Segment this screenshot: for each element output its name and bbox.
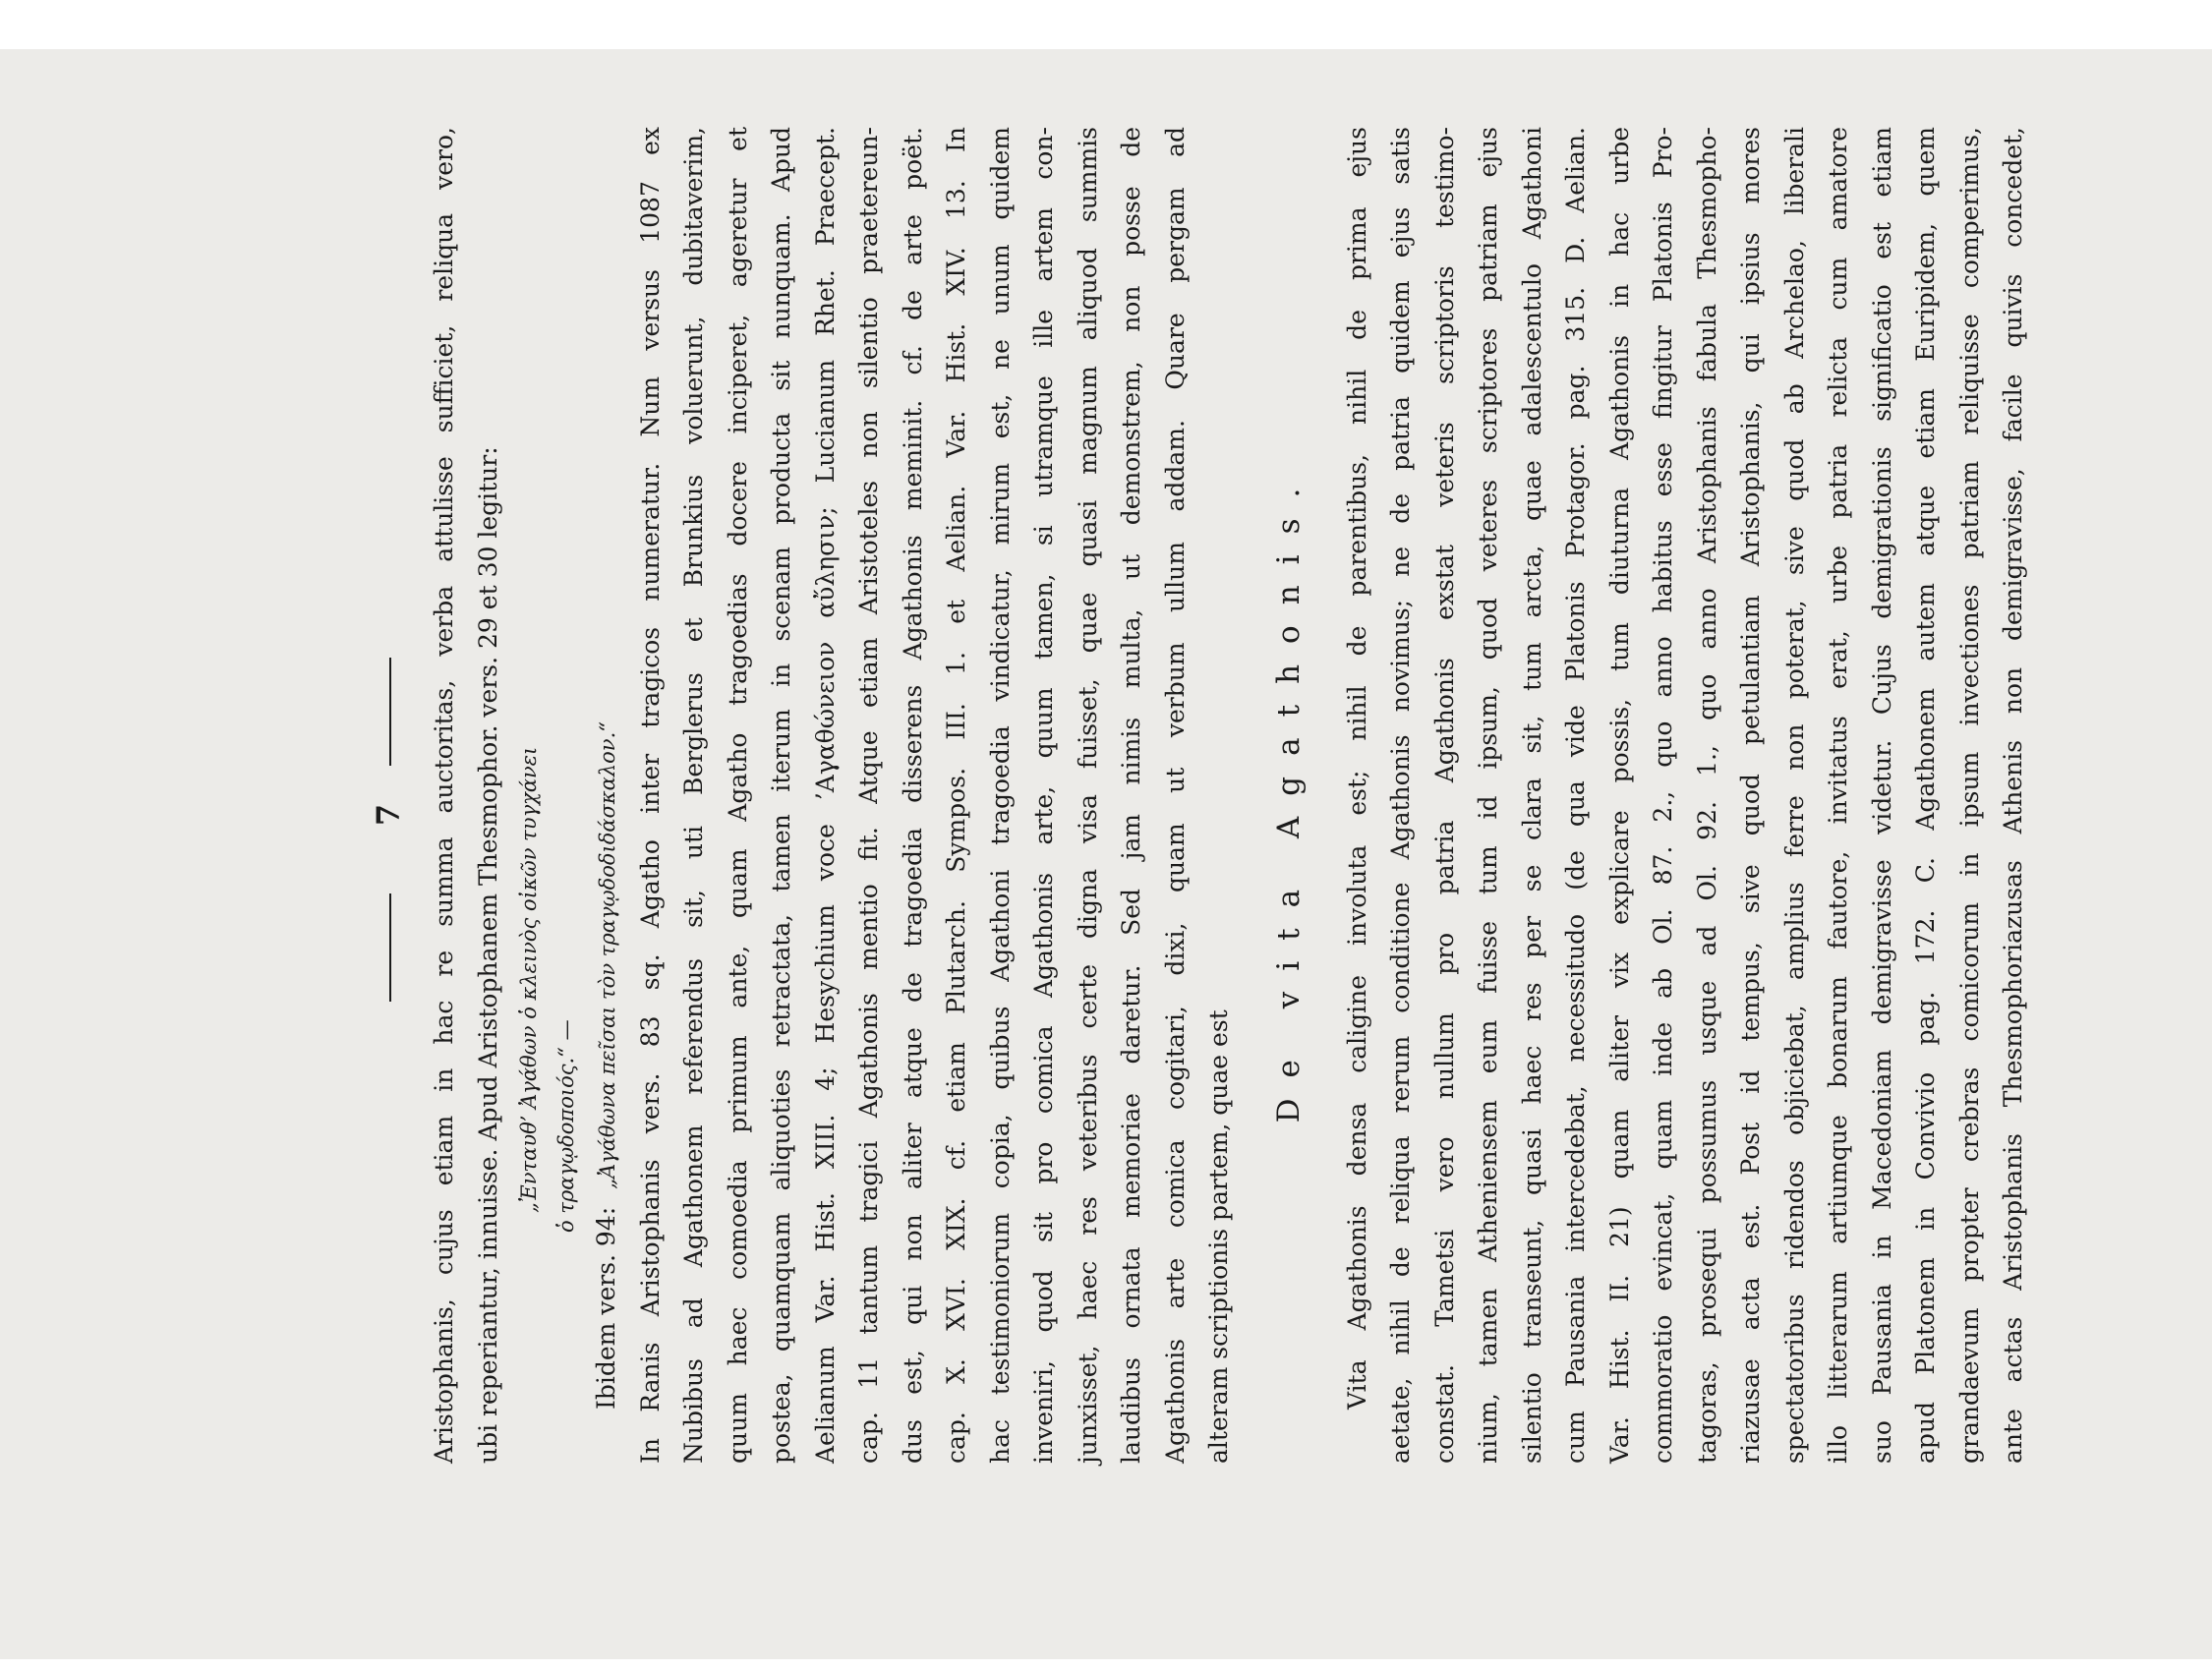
- text-line: apud Platonem in Convivio pag. 172. C. Agathonem autem atque etiam Euripidem, quem: [1911, 127, 1940, 1464]
- page-number-header: [369, 127, 408, 1464]
- text-line: ante actas Aristophanis Thesmophoriazusas Athenis non demigravisse, facile quivis concedet,: [1999, 127, 2027, 1464]
- text-line: inveniri, quod sit pro comica Agathonis arte, quum tamen, si utramque ille artem con-: [1029, 127, 1058, 1464]
- greek-quotation: „Ἐνταυθ’ Ἀγάθων ὁ κλεινὸς οἰκῶν τυγχάνει: [517, 746, 541, 1213]
- text-line: postea, quamquam aliquoties retractata, tamen iterum in scenam producta sit nunquam. Apud: [767, 127, 795, 1464]
- folio-rule-right: [389, 658, 391, 766]
- text-line: aetate, nihil de reliqua rerum conditione Agathonis novimus; ne de patria quidem ejus satis: [1386, 127, 1415, 1464]
- rotated-book-page: [143, 127, 2069, 1670]
- ibidem-reference: Ibidem vers. 94:: [592, 1206, 620, 1410]
- text-line: grandaevum propter crebras comicorum in ipsum invectiones patriam reliquisse comperimus,: [1954, 127, 1984, 1464]
- text-line: junxisset, haec res veteribus certe digna visa fuisset, quae quasi magnum aliquod summis: [1073, 127, 1102, 1464]
- text-line: constat. Tametsi vero nullum pro patria Agathonis exstat veteris scriptoris testimo-: [1429, 127, 1459, 1464]
- body-text: [423, 127, 2036, 1464]
- text-line: cap. X. XVI. XIX. cf. etiam Plutarch. Sympos. III. 1. et Aelian. Var. Hist. XIV. 13. In: [942, 127, 970, 1464]
- folio-rule-left: [389, 893, 391, 1002]
- text-line: ubi reperiantur, innuisse. Apud Aristophanem Thesmophor. vers. 29 et 30 legitur:: [473, 446, 502, 1464]
- text-line: Aristophanis, cujus etiam in hac re summa auctoritas, verba attulisse sufficiet, reliqua vero,: [430, 127, 458, 1464]
- text-line: cum Pausania intercedebat, necessitudo (de qua vide Platonis Protagor. pag. 315. D. Aelian.: [1561, 127, 1590, 1464]
- text-line: spectatoribus ridendos objiciebat, amplius ferre non poterat, sive quod ab Archelao, liberali: [1779, 127, 1809, 1464]
- page-number: 7: [370, 803, 407, 827]
- paper-sheet: [0, 49, 2212, 1659]
- text-line: quum haec comoedia primum ante, quam Agatho tragoedias docere inciperet, ageretur et: [723, 127, 752, 1464]
- text-line: Vita Agathonis densa caligine involuta est; nihil de parentibus, nihil de prima ejus: [1342, 127, 1371, 1410]
- section-heading: De vita Agathonis.: [1270, 467, 1307, 1123]
- text-line: tagoras, prosequi possumus usque ad Ol. 92. 1., quo anno Aristophanis fabula Thesmopho-: [1692, 127, 1721, 1464]
- text-line: riazusae acta est. Post id tempus, sive quod petulantiam Aristophanis, qui ipsius mores: [1736, 127, 1765, 1464]
- text-line: Agathonis arte comica cogitari, dixi, quam ut verbum ullum addam. Quare pergam ad: [1160, 127, 1190, 1464]
- ibidem-line: [585, 127, 629, 1464]
- text-line: laudibus ornata memoriae daretur. Sed jam nimis multa, ut demonstrem, non posse de: [1117, 127, 1145, 1464]
- text-line: Nubibus ad Agathonem referendus sit, uti Berglerus et Brunkius voluerunt, dubitaverim,: [679, 127, 708, 1464]
- text-line: commoratio evincat, quam inde ab Ol. 87. 2., quo anno habitus esse fingitur Platonis Pro-: [1649, 127, 1677, 1464]
- text-line: alteram scriptionis partem, quae est: [1204, 1009, 1233, 1464]
- greek-quotation: „Ἀγάθωνα πεῖσαι τὸν τραγῳδοδιδάσκαλον.“: [596, 721, 619, 1189]
- text-line: cap. 11 tantum tragici Agathonis mentio fit. Atque etiam Aristoteles non silentio praetereun-: [854, 127, 883, 1464]
- text-line: suo Pausania in Macedoniam demigravisse videtur. Cujus demigrationis significatio est etiam: [1867, 127, 1896, 1464]
- text-line: dus est, qui non aliter atque de tragoedia disserens Agathonis meminit. cf. de arte poët.: [898, 127, 927, 1464]
- text-line: Var. Hist. II. 21) quam aliter vix explicare possis, tum diuturna Agathonis in hac urbe: [1604, 127, 1634, 1464]
- text-line: illo litterarum artiumque bonarum fautore, invitatus erat, urbe patria relicta cum amatore: [1824, 127, 1852, 1464]
- text-line: silentio transeunt, quasi haec res per se clara sit, tum arcta, quae adalescentulo Agathoni: [1517, 127, 1546, 1464]
- text-line: nium, tamen Atheniensem eum fuisse tum id ipsum, quod veteres scriptores patriam ejus: [1474, 127, 1502, 1464]
- text-line: hac testimoniorum copia, quibus Agathoni tragoedia vindicatur, mirum est, ne unum quidem: [985, 127, 1015, 1464]
- text-line: Aelianum Var. Hist. XIII. 4; Hesychium voce ’Αγαθώνειον αὔλησιν; Lucianum Rhet. Praecept.: [810, 127, 840, 1464]
- text-line: In Ranis Aristophanis vers. 83 sq. Agatho inter tragicos numeratur. Num versus 1087 ex: [635, 127, 665, 1464]
- greek-quotation: ὁ τραγῳδοποιός.“ —: [554, 1019, 578, 1233]
